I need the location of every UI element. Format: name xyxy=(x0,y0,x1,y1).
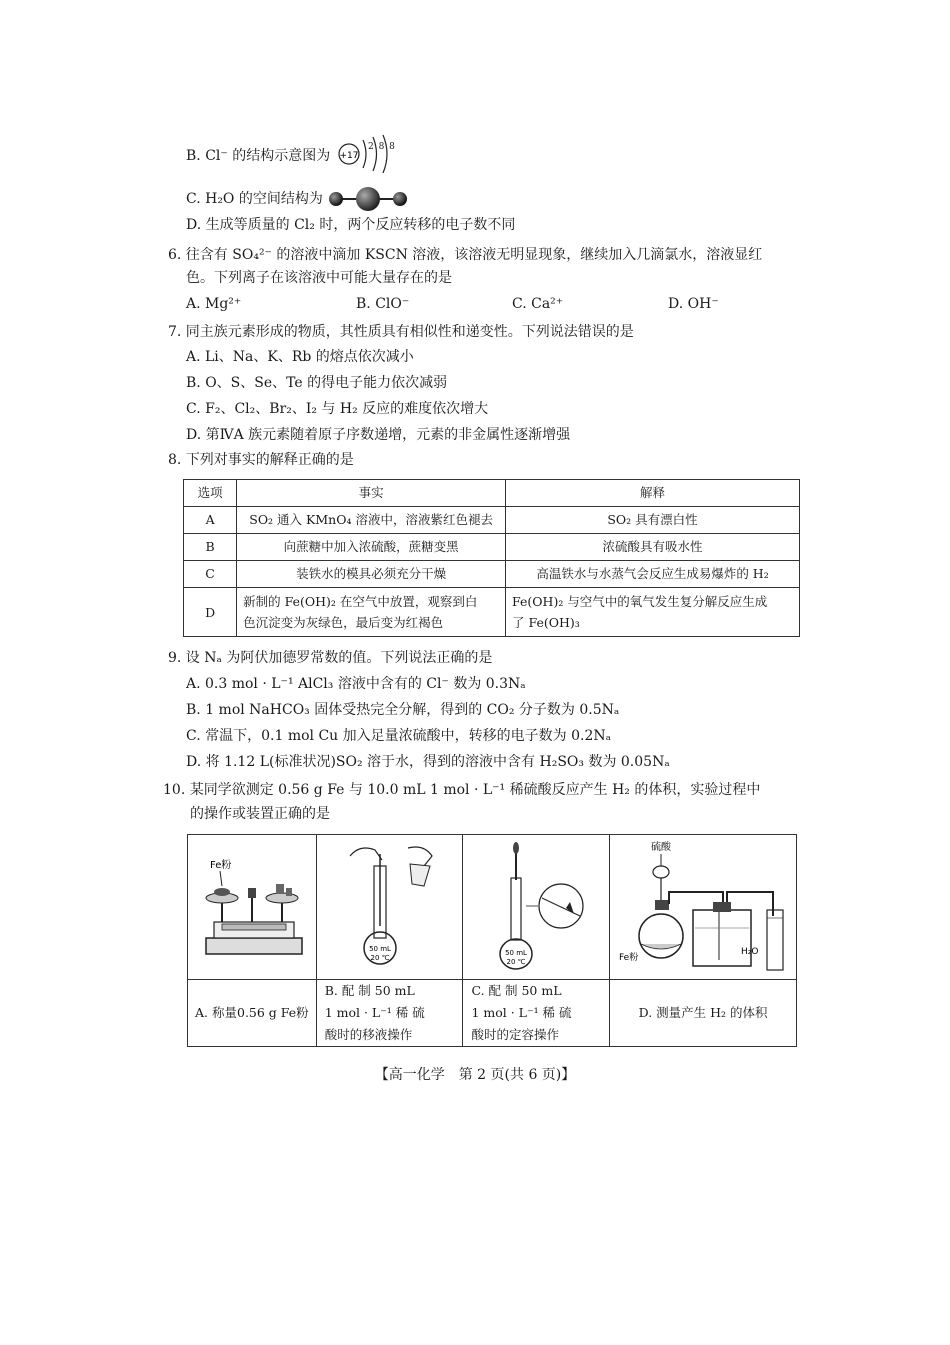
q6-option-b[interactable]: B. ClO⁻ xyxy=(356,296,410,312)
row-option: C xyxy=(184,561,237,588)
table-row xyxy=(184,588,800,637)
q5-option-c[interactable] xyxy=(186,186,409,212)
row-option: D xyxy=(184,588,237,637)
caption-b-line2: 1 mol · L⁻¹ 稀 硫 xyxy=(324,1005,425,1020)
caption-c xyxy=(463,980,610,1047)
q7-option-c[interactable]: C. F₂、Cl₂、Br₂、I₂ 与 H₂ 反应的难度依次增大 xyxy=(186,401,489,417)
water-label: H₂O xyxy=(741,946,759,957)
figure-b-transfer-liquid[interactable] xyxy=(316,835,463,980)
q5-option-b[interactable] xyxy=(186,136,397,176)
flask-volume-label: 50 mL xyxy=(368,944,391,953)
volumetric-flask-dropper-icon xyxy=(466,836,606,976)
fe-powder-label: Fe粉 xyxy=(619,952,639,963)
row-option: A xyxy=(184,507,237,534)
q8-table-header-row xyxy=(184,480,800,507)
row-fact: 向蔗糖中加入浓硫酸，蔗糖变黑 xyxy=(237,534,506,561)
q6-option-d[interactable]: D. OH⁻ xyxy=(668,296,719,312)
q5-option-d[interactable]: D. 生成等质量的 Cl₂ 时，两个反应转移的电子数不同 xyxy=(186,217,516,233)
caption-c-line2: 1 mol · L⁻¹ 稀 硫 xyxy=(471,1005,572,1020)
header-option: 选项 xyxy=(184,480,237,507)
nucleus-charge-label: +17 xyxy=(339,151,359,161)
figure-c-make-to-mark[interactable] xyxy=(463,835,610,980)
row-fact-line1: 新制的 Fe(OH)₂ 在空气中放置，观察到白 xyxy=(243,594,478,609)
row-explanation-line2: 了 Fe(OH)₃ xyxy=(512,615,580,630)
q9-stem: 9. 设 Nₐ 为阿伏加德罗常数的值。下列说法正确的是 xyxy=(168,650,493,666)
row-explanation: 浓硫酸具有吸水性 xyxy=(506,534,800,561)
q7-stem: 7. 同主族元素形成的物质，其性质具有相似性和递变性。下列说法错误的是 xyxy=(168,324,634,340)
table-row xyxy=(184,534,800,561)
q8-stem: 8. 下列对事实的解释正确的是 xyxy=(168,452,354,468)
electron-shell-counts: 2 8 8 xyxy=(368,142,396,152)
q7-option-a[interactable]: A. Li、Na、K、Rb 的熔点依次减小 xyxy=(186,349,414,365)
q6-option-c[interactable]: C. Ca²⁺ xyxy=(512,296,564,312)
header-explanation: 解释 xyxy=(506,480,800,507)
caption-b xyxy=(316,980,463,1047)
row-option: B xyxy=(184,534,237,561)
row-explanation: SO₂ 具有漂白性 xyxy=(506,507,800,534)
fe-powder-label: Fe粉 xyxy=(209,859,232,871)
row-explanation-line1: Fe(OH)₂ 与空气中的氧气发生复分解反应生成 xyxy=(512,594,768,609)
flask-temp-label: 20 ℃ xyxy=(370,953,390,962)
water-molecule-ball-model xyxy=(327,186,409,212)
q9-option-c[interactable]: C. 常温下，0.1 mol Cu 加入足量浓硫酸中，转移的电子数为 0.2Nₐ xyxy=(186,728,612,744)
gas-collection-apparatus-icon xyxy=(613,836,793,976)
figure-d-gas-volume-apparatus[interactable] xyxy=(610,835,797,980)
q10-figure-table xyxy=(187,834,797,1047)
table-row xyxy=(184,507,800,534)
caption-d: D. 测量产生 H₂ 的体积 xyxy=(610,980,797,1047)
flask-volume-label: 50 mL xyxy=(505,948,528,957)
q9-option-b[interactable]: B. 1 mol NaHCO₃ 固体受热完全分解，得到的 CO₂ 分子数为 0.5Nₐ xyxy=(186,702,620,718)
volumetric-flask-transfer-icon xyxy=(320,836,460,976)
table-row xyxy=(184,561,800,588)
q10-stem-line2: 的操作或装置正确的是 xyxy=(190,806,330,822)
q9-option-d[interactable]: D. 将 1.12 L(标准状况)SO₂ 溶于水，得到的溶液中含有 H₂SO₃ 数为 0.05Nₐ xyxy=(186,754,670,770)
q7-option-d[interactable]: D. 第ⅣA 族元素随着原子序数递增，元素的非金属性逐渐增强 xyxy=(186,427,571,443)
sulfuric-acid-label: 硫酸 xyxy=(651,841,672,853)
row-explanation xyxy=(506,588,800,637)
q6-stem-line2: 色。下列离子在该溶液中可能大量存在的是 xyxy=(186,270,452,286)
figure-a-balance[interactable] xyxy=(188,835,317,980)
q10-stem-line1: 10. 某同学欲测定 0.56 g Fe 与 10.0 mL 1 mol · L⁻¹ 稀硫酸反应产生 H₂ 的体积，实验过程中 xyxy=(163,782,761,798)
q7-option-b[interactable]: B. O、S、Se、Te 的得电子能力依次减弱 xyxy=(186,375,448,391)
q8-table xyxy=(183,479,800,637)
q6-stem-line1: 6. 往含有 SO₄²⁻ 的溶液中滴加 KSCN 溶液，该溶液无明显现象，继续加入几滴氯水，溶液显红 xyxy=(168,247,763,263)
flask-temp-label: 20 ℃ xyxy=(506,957,526,966)
row-explanation: 高温铁水与水蒸气会反应生成易爆炸的 H₂ xyxy=(506,561,800,588)
header-fact: 事实 xyxy=(237,480,506,507)
q9-option-a[interactable]: A. 0.3 mol · L⁻¹ AlCl₃ 溶液中含有的 Cl⁻ 数为 0.3Nₐ xyxy=(186,676,526,692)
caption-b-line3: 酸时的移液操作 xyxy=(324,1027,413,1042)
balance-scale-icon xyxy=(192,846,312,966)
q5-option-b-text: B. Cl⁻ 的结构示意图为 xyxy=(186,148,331,164)
row-fact xyxy=(237,588,506,637)
caption-c-line3: 酸时的定容操作 xyxy=(471,1027,559,1042)
row-fact-line2: 色沉淀变为灰绿色，最后变为红褐色 xyxy=(243,615,444,630)
row-fact: SO₂ 通入 KMnO₄ 溶液中，溶液紫红色褪去 xyxy=(237,507,506,534)
row-fact: 装铁水的模具必须充分干燥 xyxy=(237,561,506,588)
q5-option-c-text: C. H₂O 的空间结构为 xyxy=(186,191,323,207)
caption-b-line1: B. 配 制 50 mL xyxy=(324,983,415,998)
caption-a: A. 称量0.56 g Fe粉 xyxy=(188,980,317,1047)
page-footer: 【高一化学 第 2 页(共 6 页)】 xyxy=(374,1067,576,1083)
q6-option-a[interactable]: A. Mg²⁺ xyxy=(186,296,242,312)
caption-c-line1: C. 配 制 50 mL xyxy=(471,983,562,998)
